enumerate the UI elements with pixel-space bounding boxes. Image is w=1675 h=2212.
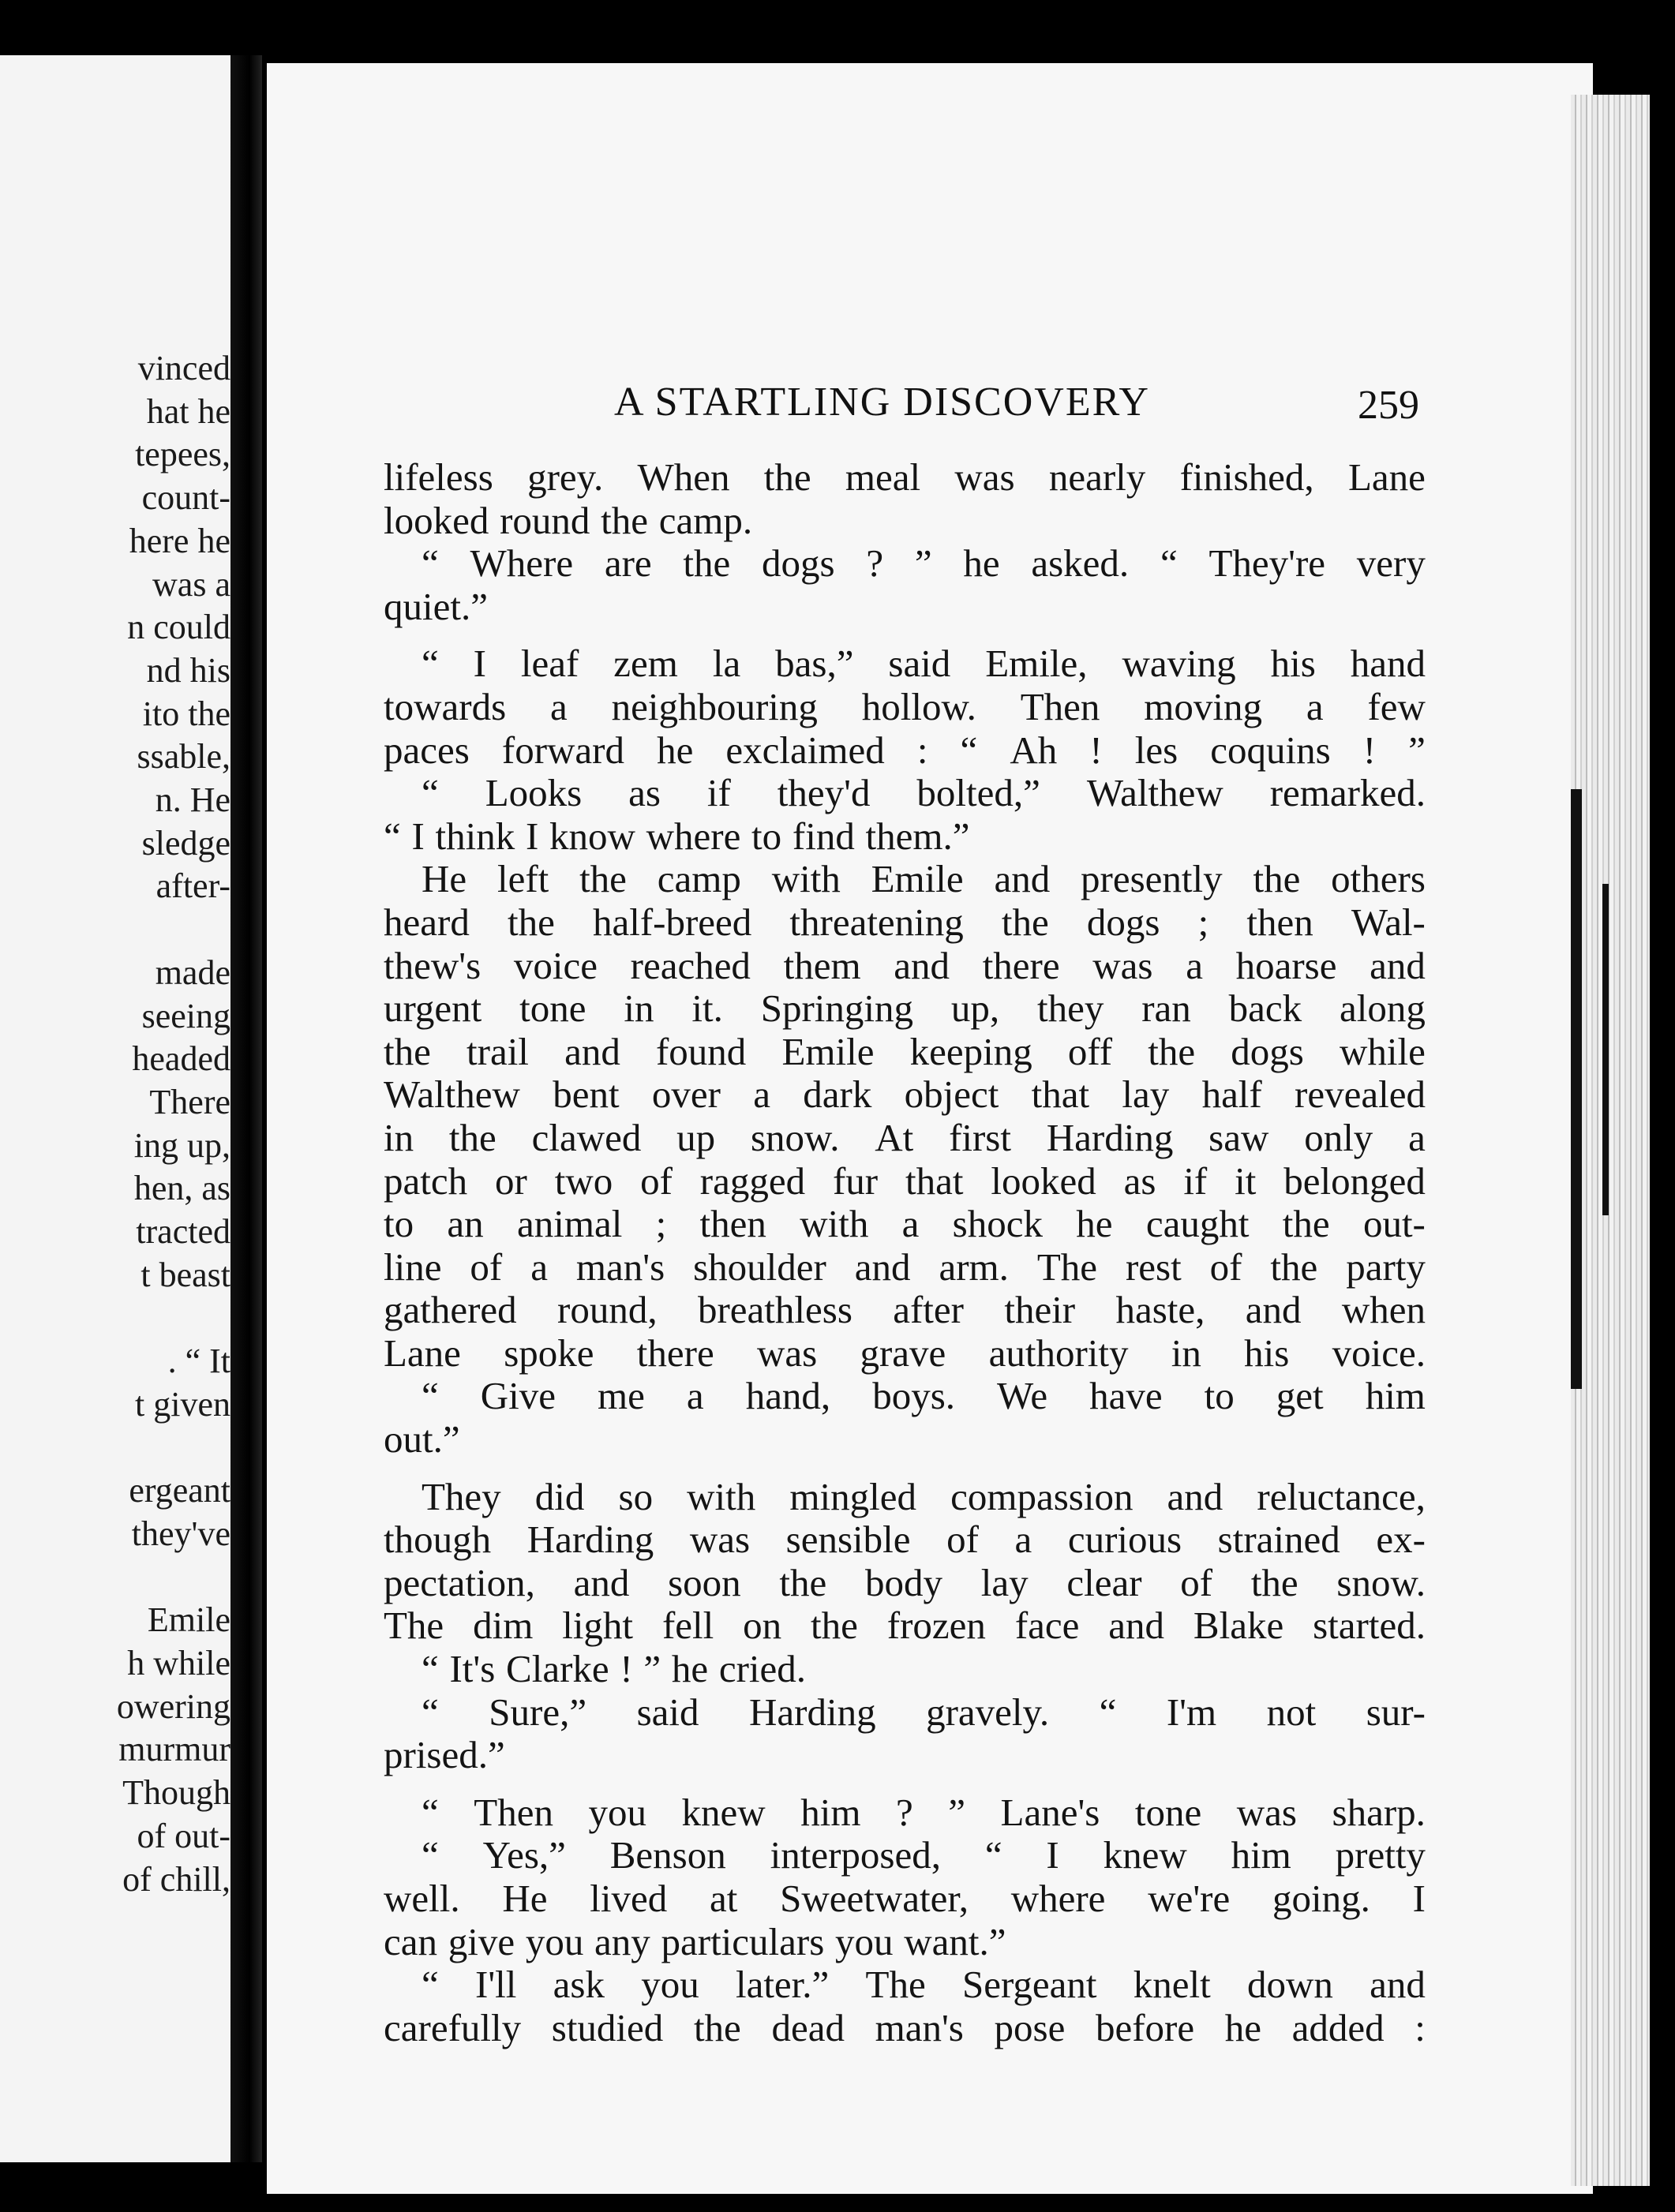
text-line: “ Give me a hand, boys. We have to get him <box>422 1374 1426 1418</box>
text-line: pectation, and soon the body lay clear of the snow. <box>384 1560 1426 1604</box>
facing-page-line: murmur <box>118 1730 230 1769</box>
facing-page-fragment <box>0 55 230 2162</box>
facing-page-line: Though <box>122 1773 230 1813</box>
text-line: towards a neighbouring hollow. Then moving a few <box>384 684 1426 728</box>
facing-page-line: after- <box>156 866 230 906</box>
facing-page-line: tepees, <box>135 435 230 474</box>
edge-shadow <box>1602 884 1609 1215</box>
text-line: can give you any particulars you want.” <box>384 1919 1006 1963</box>
text-line: heard the half-breed threatening the dogs ; then Wal- <box>384 900 1426 944</box>
facing-page-line: nd his <box>146 650 230 690</box>
text-line: “ Yes,” Benson interposed, “ I knew him pretty <box>422 1833 1426 1877</box>
facing-page-line: made <box>155 953 230 992</box>
text-line: Walthew bent over a dark object that lay half revealed <box>384 1072 1426 1117</box>
facing-page-line: hat he <box>146 391 230 431</box>
text-line: in the clawed up snow. At first Harding saw only a <box>384 1115 1426 1159</box>
facing-page-line: . “ It <box>167 1342 230 1381</box>
facing-page-line: t given <box>135 1384 230 1424</box>
text-line: “ Then you knew him ? ” Lane's tone was sharp. <box>422 1790 1426 1834</box>
facing-page-line: owering <box>116 1686 230 1726</box>
text-line: “ I think I know where to find them.” <box>384 814 970 858</box>
page-edges <box>1571 95 1650 2186</box>
text-line: “ Looks as if they'd bolted,” Walthew remarked. <box>422 771 1426 815</box>
text-line: “ It's Clarke ! ” he cried. <box>422 1647 807 1691</box>
page <box>267 63 1593 2194</box>
facing-page-line: ito the <box>142 694 230 733</box>
facing-page-line: ssable, <box>137 737 230 777</box>
text-line: gathered round, breathless after their haste, and when <box>384 1288 1426 1332</box>
text-line: to an animal ; then with a shock he caught the out- <box>384 1202 1426 1246</box>
facing-page-line: Emile <box>147 1600 230 1640</box>
facing-page-line: hen, as <box>133 1169 230 1208</box>
facing-page-line: count- <box>141 478 230 518</box>
facing-page-line: h while <box>127 1644 230 1682</box>
facing-page-line: n. He <box>155 780 230 819</box>
text-line: lifeless grey. When the meal was nearly finished, Lane <box>384 455 1426 499</box>
facing-page-line: of out- <box>137 1816 230 1855</box>
text-line: “ Where are the dogs ? ” he asked. “ They're very <box>422 541 1426 586</box>
text-line: patch or two of ragged fur that looked as if it belonged <box>384 1158 1426 1203</box>
text-line: Lane spoke there was grave authority in his voice. <box>384 1331 1426 1375</box>
page-header <box>267 379 1419 434</box>
text-line: though Harding was sensible of a curious strained ex- <box>384 1518 1426 1562</box>
facing-page-line: vinced <box>137 349 230 387</box>
text-line: out.” <box>384 1417 460 1462</box>
text-line: carefully studied the dead man's pose before he added : <box>384 2005 1426 2049</box>
facing-page-line: There <box>149 1082 230 1121</box>
text-line: They did so with mingled compassion and reluctance, <box>422 1474 1426 1518</box>
text-line: looked round the camp. <box>384 498 753 542</box>
facing-page-line: ing up, <box>133 1125 230 1165</box>
facing-page-line: headed <box>132 1039 230 1079</box>
text-line: well. He lived at Sweetwater, where we're going. I <box>384 1877 1426 1920</box>
facing-page-line: t beast <box>141 1255 230 1294</box>
text-line: thew's voice reached them and there was a hoarse and <box>384 943 1426 987</box>
facing-page-line: seeing <box>141 996 230 1035</box>
facing-page-line: they've <box>131 1514 230 1553</box>
facing-page-line: here he <box>129 521 230 560</box>
body-text <box>384 456 1426 2049</box>
text-line: urgent tone in it. Springing up, they ran back along <box>384 986 1426 1031</box>
text-line: “ I leaf zem la bas,” said Emile, waving his hand <box>422 642 1426 686</box>
text-line: The dim light fell on the frozen face and Blake started. <box>384 1604 1426 1648</box>
text-line: He left the camp with Emile and presently the others <box>422 857 1426 901</box>
text-line: quiet.” <box>384 584 488 628</box>
text-line: “ Sure,” said Harding gravely. “ I'm not sur- <box>422 1690 1426 1734</box>
facing-page-line: n could <box>127 608 230 647</box>
text-line: prised.” <box>384 1733 505 1777</box>
facing-page-line: sledge <box>141 823 230 863</box>
book-gutter <box>230 55 262 2162</box>
facing-page-line: tracted <box>136 1212 230 1251</box>
text-line: “ I'll ask you later.” The Sergeant knelt down and <box>422 1963 1426 2007</box>
facing-page-line: ergeant <box>129 1471 230 1510</box>
page-number: 259 <box>1358 383 1419 428</box>
facing-page-line: of chill, <box>122 1859 230 1899</box>
text-line: the trail and found Emile keeping off the dogs while <box>384 1029 1426 1073</box>
running-head: A STARTLING DISCOVERY <box>614 380 1150 425</box>
facing-page-line: was a <box>152 564 230 604</box>
text-line: paces forward he exclaimed : “ Ah ! les coquins ! ” <box>384 728 1426 772</box>
text-line: line of a man's shoulder and arm. The rest of the party <box>384 1244 1426 1289</box>
edge-shadow <box>1571 789 1582 1389</box>
